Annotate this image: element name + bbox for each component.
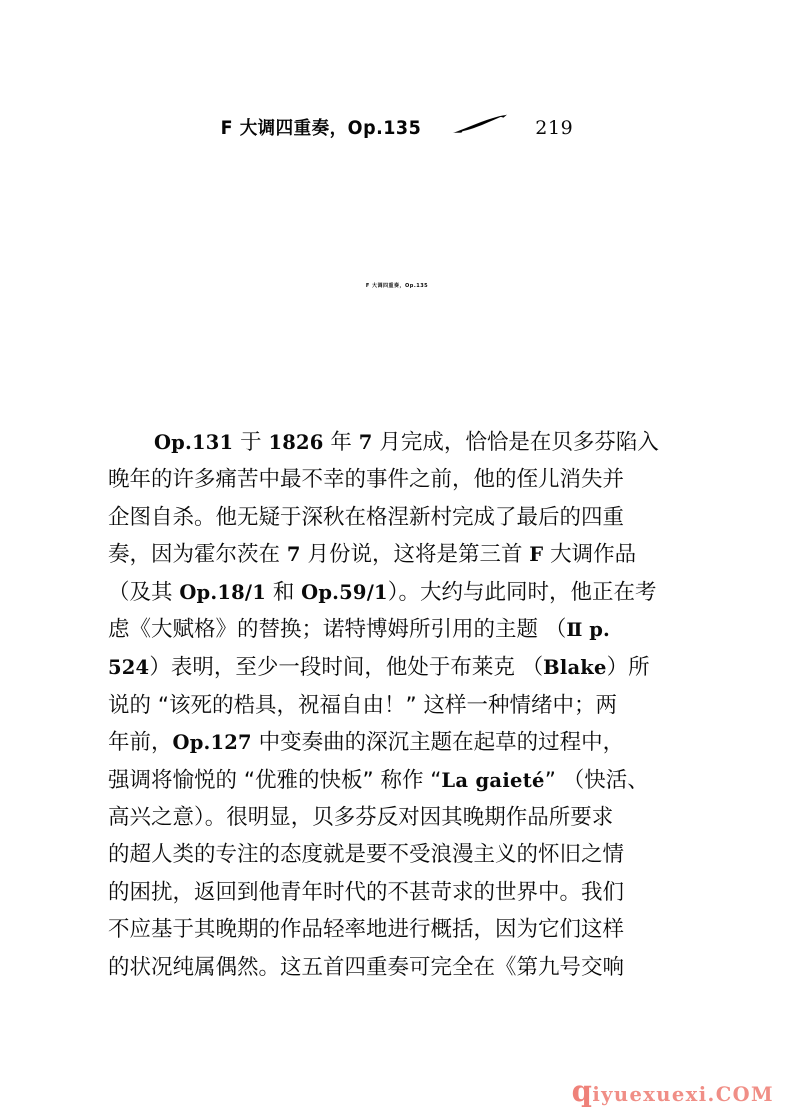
text-run-han: ）所: [606, 655, 650, 681]
body-text-line: [108, 461, 688, 498]
body-text-line: [108, 724, 688, 761]
text-run-latin: Op.18/1: [179, 580, 266, 604]
text-run-han: （及其: [108, 579, 180, 605]
body-text-line: [108, 536, 688, 573]
body-text-line: [108, 649, 688, 686]
running-header: [108, 112, 686, 146]
body-text-line: [108, 499, 688, 536]
text-run-latin: F: [529, 543, 544, 567]
text-run-han: 奏，因为霍尔茨在: [108, 542, 287, 568]
watermark-initial: q: [571, 1074, 593, 1108]
text-run-latin: Op.59/1: [301, 580, 388, 604]
text-run-latin: Ⅱ: [566, 619, 583, 642]
text-run-han: 和: [265, 579, 302, 605]
text-run-latin: Op.131: [154, 431, 234, 454]
text-run-latin: Blake: [543, 656, 607, 680]
text-run-han: ）。大约与此同时，他正在考: [387, 579, 657, 605]
text-run-han: ）表明，至少一段时间，他处于布莱克 （: [149, 655, 544, 681]
body-text-line: [108, 424, 688, 461]
running-header-title: F 大调四重奏，Op.135: [220, 118, 422, 139]
text-run-han: 虑《大赋格》的替换；诺特博姆所引用的主题 （: [108, 617, 567, 643]
body-text-line: [108, 574, 688, 611]
body-text-line: [108, 911, 688, 948]
text-run-latin: p.: [589, 618, 611, 642]
text-run-han: 企图自杀。他无疑于深秋在格涅新村完成了最后的四重: [108, 504, 625, 530]
text-run-han: 月份说，这将是第三首: [300, 542, 530, 568]
text-run-han: 大调作品: [543, 542, 637, 568]
text-run-han: 强调将愉悦的 “优雅的快板” 称作 “: [108, 767, 442, 793]
body-text-line: [108, 762, 688, 799]
body-text-line: [108, 836, 688, 873]
text-run-han: 的状况纯属偶然。这五首四重奏可完全在《第九号交响: [108, 954, 625, 980]
text-run-han: 中变奏曲的深沉主题在起草的过程中，: [251, 730, 625, 756]
text-run-han: ” （快活、: [544, 767, 649, 793]
chapter-title: F 大调四重奏，Op.135: [365, 283, 429, 290]
text-run-latin: 1826: [268, 431, 324, 454]
text-run-latin: La gaieté: [441, 768, 545, 792]
site-watermark: [571, 1074, 774, 1108]
text-run-latin: 7: [286, 543, 301, 567]
text-run-han: 于: [233, 430, 269, 455]
text-run-han: 月完成，恰恰是在贝多芬陷入: [372, 430, 659, 455]
body-text-line: [108, 874, 688, 911]
text-run-han: 说的 “该死的梏具，祝福自由！” 这样一种情绪中；两: [108, 692, 617, 718]
body-text-line: [108, 611, 688, 649]
text-run-han: 年前，: [108, 730, 173, 756]
watermark-text: iyuexuexi.COM: [592, 1083, 774, 1106]
text-run-han: 晚年的许多痛苦中最不幸的事件之前，他的侄儿消失并: [108, 467, 625, 493]
text-run-latin: Op.127: [172, 731, 252, 755]
text-run-latin: 7: [358, 431, 373, 454]
text-run-han: 高兴之意）。很明显，贝多芬反对因其晚期作品所要求: [108, 805, 614, 831]
body-paragraph: [108, 424, 688, 986]
body-text-line: [108, 799, 688, 836]
text-run-han: 的困扰，返回到他青年时代的不甚苛求的世界中。我们: [108, 879, 625, 905]
body-text-line: [108, 949, 688, 986]
leaf-flourish-ornament: [451, 114, 509, 136]
body-text-line: [108, 687, 688, 724]
text-run-han: 不应基于其晚期的作品轻率地进行概括，因为它们这样: [108, 917, 625, 943]
text-run-han: 年: [323, 430, 359, 455]
page-number: 219: [535, 117, 574, 139]
text-run-han: 的超人类的专注的态度就是要不受浪漫主义的怀旧之情: [108, 842, 625, 868]
text-run-latin: 524: [108, 656, 150, 680]
